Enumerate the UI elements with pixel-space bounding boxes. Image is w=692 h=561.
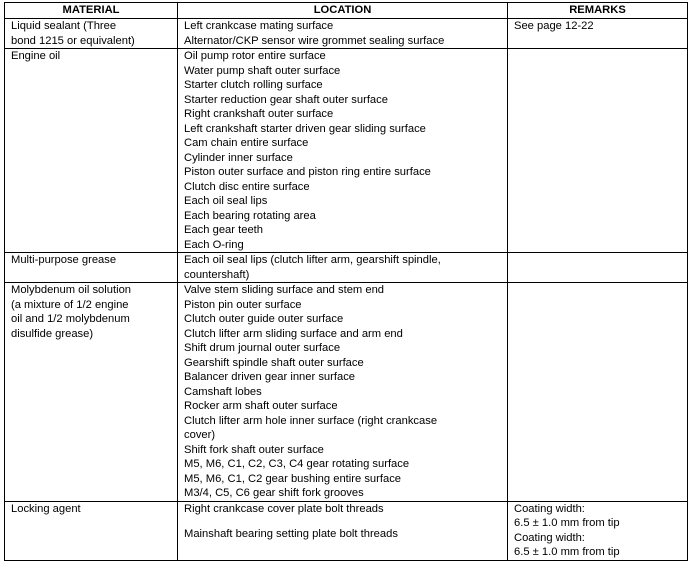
location-item: Starter reduction gear shaft outer surface — [184, 93, 388, 106]
location-cell — [178, 19, 508, 49]
location-item: Piston outer surface and piston ring entire surface — [184, 166, 431, 178]
location-item: Piston pin outer surface — [184, 298, 302, 311]
material-cell — [5, 49, 178, 253]
location-item: M5, M6, C1, C2, C3, C4 gear rotating surface — [184, 458, 410, 470]
location-item: Mainshaft bearing setting plate bolt threads — [184, 528, 398, 540]
material-text: Multi-purpose grease — [11, 254, 117, 266]
location-item: Valve stem sliding surface and stem end — [184, 284, 385, 296]
material-cell — [5, 283, 178, 502]
remarks-cell — [508, 253, 688, 283]
material-column-header: MATERIAL — [5, 3, 178, 19]
material-text: (a mixture of 1/2 engine — [11, 298, 129, 311]
table-row — [5, 49, 688, 253]
remarks-cell — [508, 283, 688, 502]
location-item: Oil pump rotor entire surface — [184, 50, 326, 62]
location-cell — [178, 283, 508, 502]
line-gap — [184, 516, 507, 527]
location-item: Starter clutch rolling surface — [184, 79, 323, 91]
location-item: M5, M6, C1, C2 gear bushing entire surface — [184, 472, 402, 485]
location-item: Cylinder inner surface — [184, 151, 293, 164]
table-row — [5, 501, 688, 560]
location-item: M3/4, C5, C6 gear shift fork grooves — [184, 487, 364, 499]
remarks-cell — [508, 19, 688, 49]
material-text: Engine oil — [11, 50, 61, 62]
lubrication-sealing-table — [4, 2, 688, 561]
location-item: Each oil seal lips (clutch lifter arm, gearshift spindle, — [184, 254, 441, 266]
remarks-column-header: REMARKS — [508, 3, 688, 19]
material-text: bond 1215 or equivalent) — [11, 34, 135, 47]
location-item: Clutch outer guide outer surface — [184, 313, 344, 325]
location-item: Clutch lifter arm hole inner surface (right crankcase — [184, 414, 438, 427]
material-text: Molybdenum oil solution — [11, 284, 132, 296]
location-item: Each O-ring — [184, 238, 244, 251]
table-row — [5, 283, 688, 502]
location-item: Each bearing rotating area — [184, 209, 316, 222]
material-cell — [5, 501, 178, 560]
location-item: Clutch disc entire surface — [184, 180, 310, 193]
location-item: Water pump shaft outer surface — [184, 64, 341, 77]
lubrication-table-wrapper — [4, 2, 688, 561]
material-text: Liquid sealant (Three — [11, 20, 117, 32]
material-text: Locking agent — [11, 502, 81, 515]
remarks-cell — [508, 49, 688, 253]
location-item: Camshaft lobes — [184, 385, 262, 398]
remarks-cell — [508, 501, 688, 560]
remarks-text: See page 12-22 — [514, 20, 594, 32]
location-item: Left crankshaft starter driven gear sliding surface — [184, 122, 426, 135]
material-cell — [5, 19, 178, 49]
remarks-text: 6.5 ± 1.0 mm from tip — [514, 517, 620, 529]
location-item: Gearshift spindle shaft outer surface — [184, 356, 364, 369]
location-item: Shift drum journal outer surface — [184, 342, 341, 354]
location-item: Right crankcase cover plate bolt threads — [184, 502, 384, 515]
material-cell — [5, 253, 178, 283]
location-item: Each oil seal lips — [184, 195, 268, 207]
location-item: Alternator/CKP sensor wire grommet sealing surface — [184, 34, 445, 47]
location-item: Balancer driven gear inner surface — [184, 371, 356, 383]
remarks-text: Coating width: — [514, 531, 585, 544]
table-header-row — [5, 3, 688, 19]
location-item: Cam chain entire surface — [184, 137, 309, 149]
table-row — [5, 253, 688, 283]
material-text: disulfide grease) — [11, 327, 94, 340]
remarks-text: Coating width: — [514, 502, 585, 515]
location-item: Rocker arm shaft outer surface — [184, 400, 338, 412]
location-item: Clutch lifter arm sliding surface and arm end — [184, 327, 403, 340]
location-item: Right crankshaft outer surface — [184, 108, 334, 120]
location-item: countershaft) — [184, 268, 250, 281]
location-cell — [178, 49, 508, 253]
material-text: oil and 1/2 molybdenum — [11, 313, 130, 325]
location-item: Left crankcase mating surface — [184, 20, 334, 32]
location-column-header: LOCATION — [178, 3, 508, 19]
location-cell — [178, 501, 508, 560]
remarks-text: 6.5 ± 1.0 mm from tip — [514, 546, 620, 558]
location-item: cover) — [184, 429, 216, 441]
location-cell — [178, 253, 508, 283]
table-row — [5, 19, 688, 49]
location-item: Each gear teeth — [184, 224, 263, 236]
location-item: Shift fork shaft outer surface — [184, 443, 324, 456]
